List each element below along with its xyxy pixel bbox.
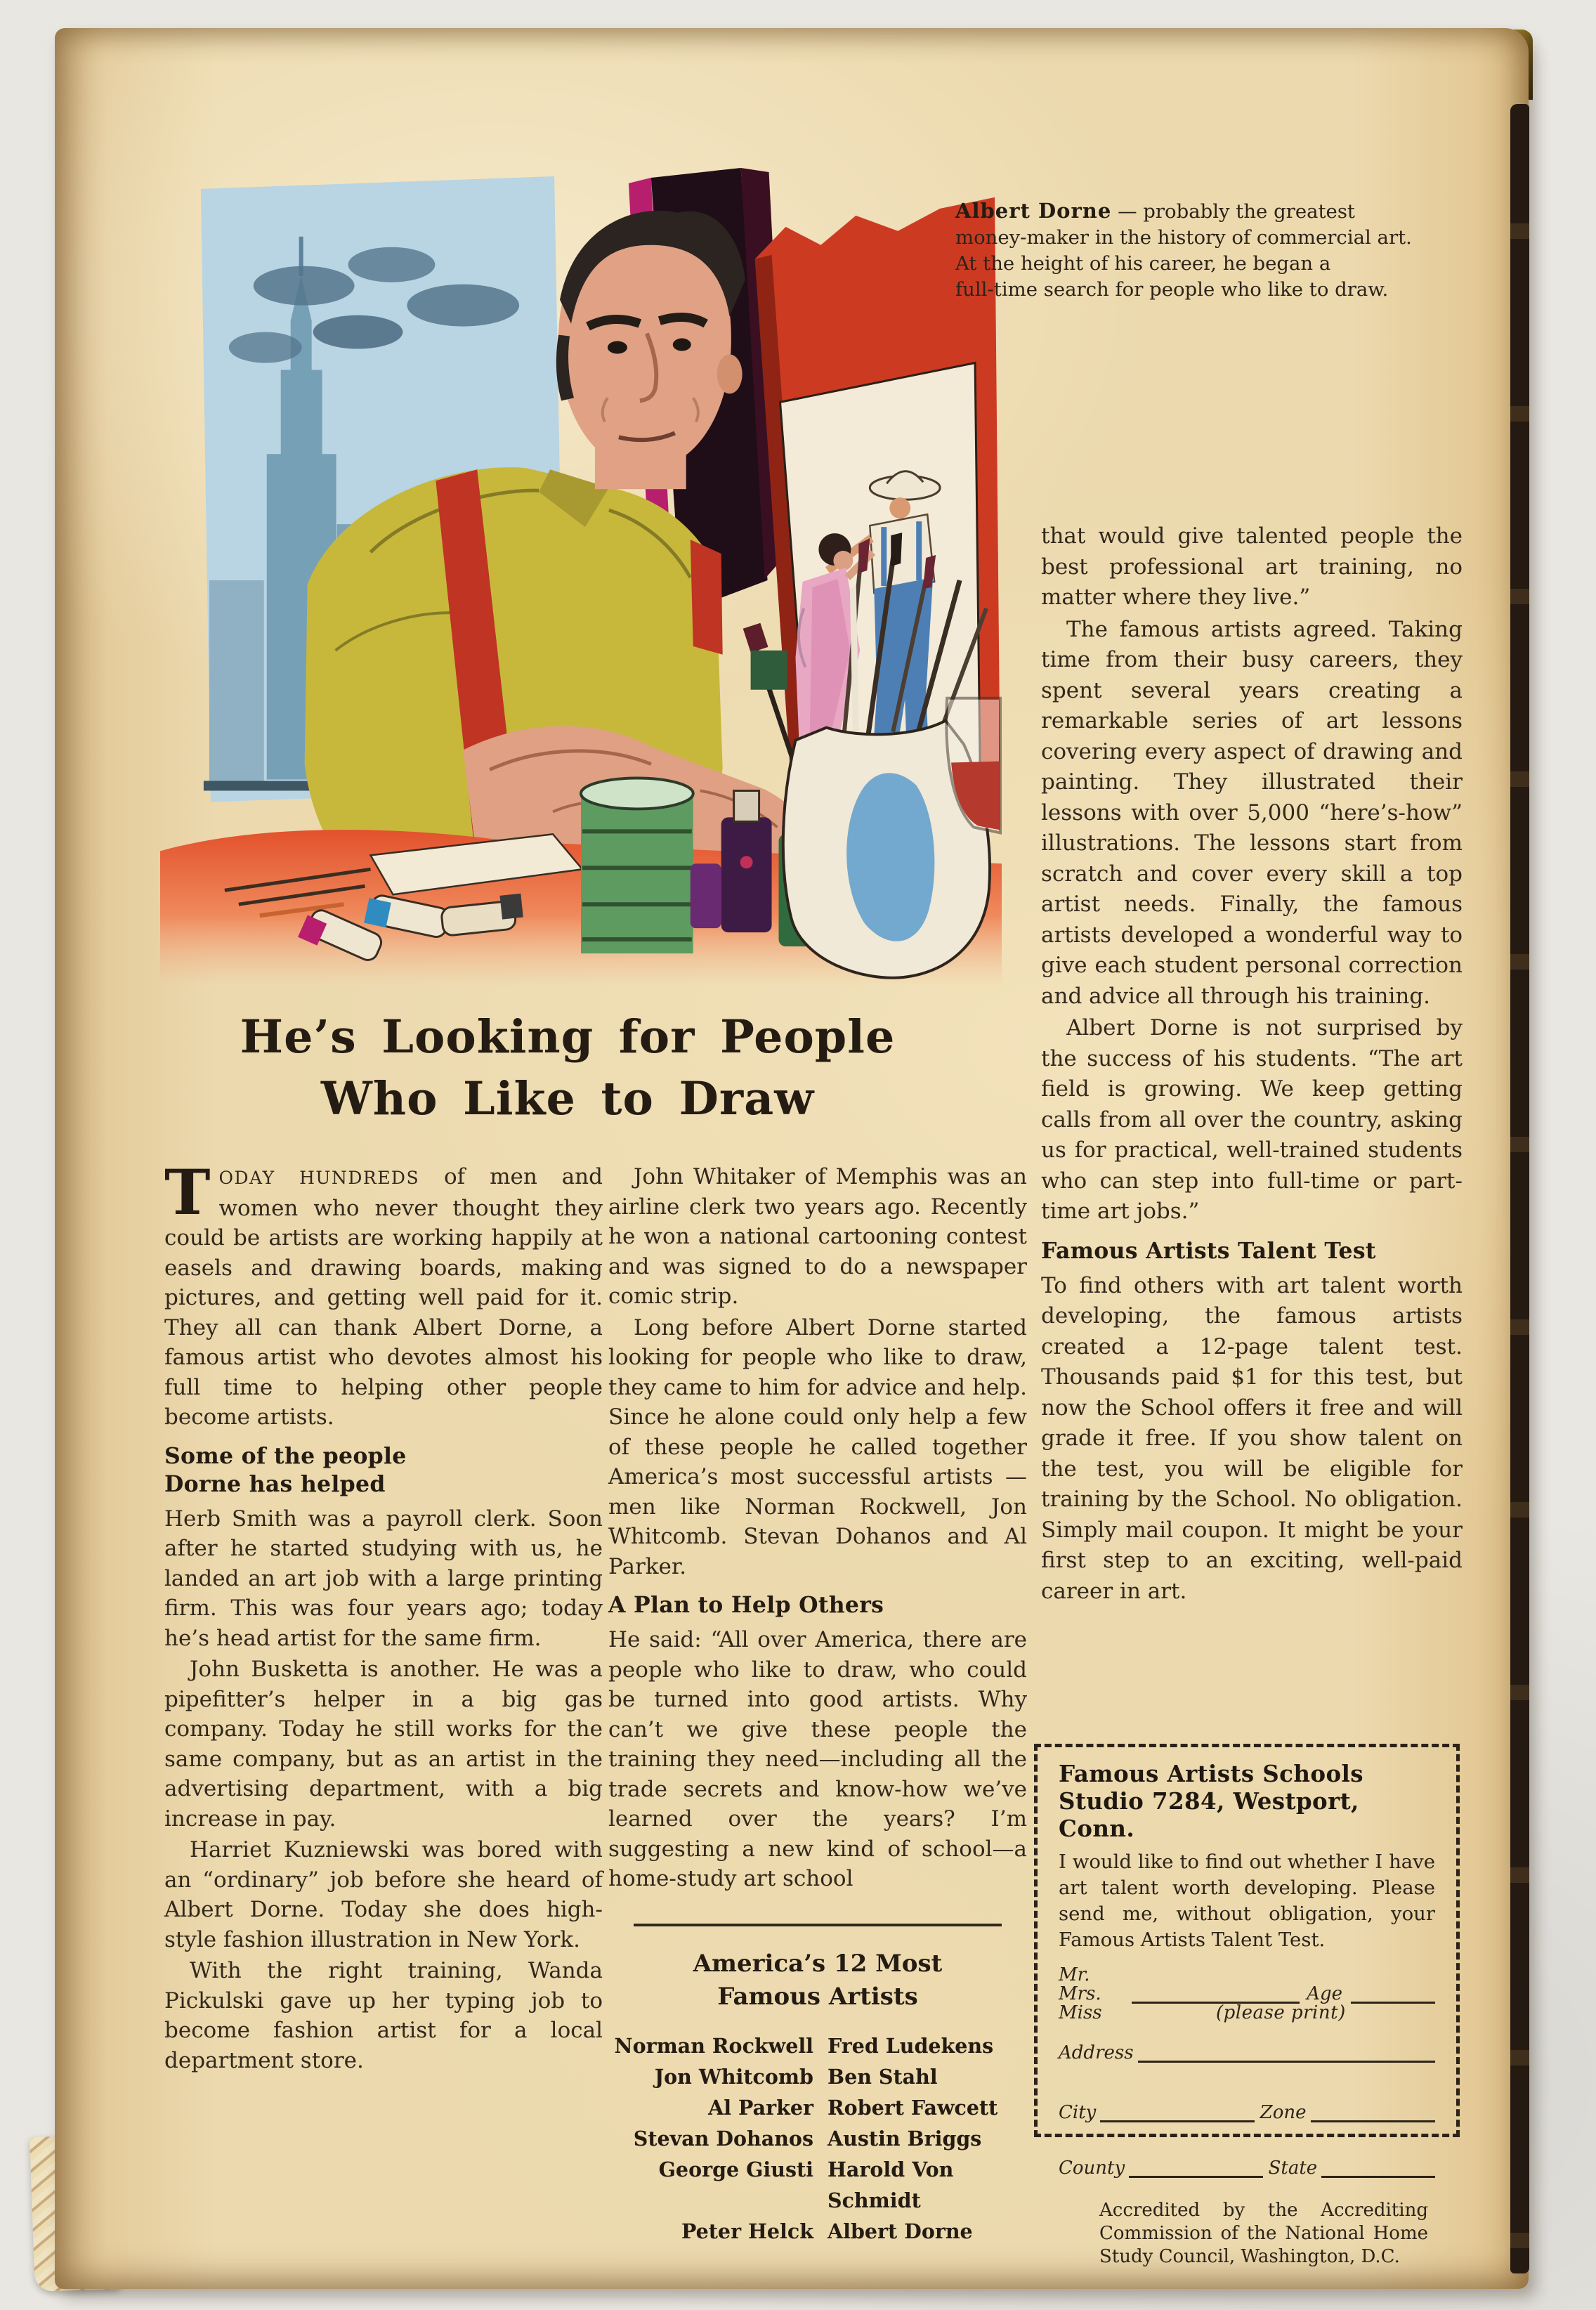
artist-name: Austin Briggs xyxy=(828,2126,982,2151)
talent-test-heading: Famous Artists Talent Test xyxy=(1041,1237,1376,1264)
zone-field-line xyxy=(1311,2120,1436,2122)
address-field-line xyxy=(1138,2061,1435,2063)
intro-line-3: At the height of his career, he began a xyxy=(955,252,1331,275)
right-column xyxy=(1041,521,1463,1607)
title-line-1: He’s Looking for People xyxy=(240,1010,896,1064)
middle-paragraph-2: Long before Albert Dorne started looking for people who like to draw, they came to him for advice and help. Since he alone could only help a few of these people he called together America’s most successful artists —men like Norman Rockwell, Jon Whitcomb. Stevan Dohanos and Al Parker. xyxy=(608,1314,1027,1579)
left-paragraph-2: Herb Smith was a payroll clerk. Soon after he started studying with us, he landed an art job with a large printing firm. This was four years ago; today he’s head artist for the same firm. xyxy=(164,1506,603,1651)
left-paragraph-5: With the right training, Wanda Pickulski gave up her typing job to become fashion artist for a local department store. xyxy=(164,1958,603,2073)
intro-line-4: full-time search for people who like to draw. xyxy=(955,278,1389,301)
label-mrs: Mrs. xyxy=(1059,1983,1101,2004)
artist-name: Ben Stahl xyxy=(828,2064,938,2089)
artist-name: Albert Dorne xyxy=(828,2219,973,2243)
right-paragraph-3: Albert Dorne is not surprised by the success of his students. “The art field is growing. We keep getting calls from all over the country, asking us for practical, well-trained students who can step into full-time or part-time art jobs.” xyxy=(1041,1015,1463,1224)
famous-artists-heading: America’s 12 Most Famous Artists xyxy=(693,1949,943,2011)
interior-pages-edge xyxy=(1510,104,1529,2273)
title-line-2: Who Like to Draw xyxy=(320,1072,815,1125)
label-mr: Mr. xyxy=(1059,1964,1090,1985)
left-paragraph-1: TODAY HUNDREDS of men and women who never thought they could be artists are working happily at easels and drawing boards, making pictures, and getting well paid for it. They all can thank Albert Dorne, a famous artist who devotes almost his full time to helping other people become artists. xyxy=(164,1156,603,1430)
artist-name: Jon Whitcomb xyxy=(654,2064,813,2089)
please-print-note: (please print) xyxy=(1216,2002,1346,2023)
right-paragraph-1: that would give talented people the best professional art training, no matter where they live.” xyxy=(1041,523,1463,610)
artist-name: Norman Rockwell xyxy=(614,2033,813,2058)
label-zone: Zone xyxy=(1260,2102,1307,2123)
label-state: State xyxy=(1268,2158,1318,2179)
artist-name: Peter Helck xyxy=(681,2219,813,2243)
coupon-body-text: I would like to find out whether I have art talent worth developing. Please send me, without obligation, your Famous Artists Talent Test. xyxy=(1059,1851,1435,1951)
state-field-line xyxy=(1321,2176,1435,2178)
right-paragraph-4: To find others with art talent worth developing, the famous artists created a 12-page talent test. Thousands paid $1 for this test, but now the School offers it free and will grade it free. If you show talent on the test, you will be eligible for training by the School. No obligation. Simply mail coupon. It might be your first step to an exciting, well-paid career in art. xyxy=(1041,1272,1463,1604)
label-miss: Miss xyxy=(1059,2002,1102,2023)
famous-artists-list xyxy=(608,2030,1027,2247)
coupon-school-address: Studio 7284, Westport, Conn. xyxy=(1059,1787,1359,1842)
city-field-line xyxy=(1100,2120,1254,2122)
label-city: City xyxy=(1059,2102,1097,2123)
intro-line-1: Albert Dorne — probably the greatest xyxy=(955,199,1355,223)
coupon-county-state-fields xyxy=(1059,2159,1435,2178)
middle-section-heading: A Plan to Help Others xyxy=(608,1592,884,1618)
left-section-heading: Some of the people Dorne has helped xyxy=(164,1442,407,1497)
artist-name: Harold Von Schmidt xyxy=(828,2157,954,2212)
comic-back-cover xyxy=(55,28,1529,2289)
divider-rule xyxy=(634,1924,1002,1926)
mail-in-coupon xyxy=(1034,1744,1460,2267)
drop-cap: T xyxy=(164,1156,211,1229)
coupon-city-zone-fields xyxy=(1059,2103,1435,2122)
intro-line-2: money-maker in the history of commercial art. xyxy=(955,226,1412,249)
intro-bold-name: Albert Dorne xyxy=(955,199,1112,223)
label-age: Age xyxy=(1307,1983,1342,2004)
artist-name: George Giusti xyxy=(658,2157,813,2181)
label-county: County xyxy=(1059,2158,1125,2179)
intro-blurb xyxy=(955,198,1447,303)
middle-paragraph-1: John Whitaker of Memphis was an airline clerk two years ago. Recently he won a national cartooning contest and was signed to do a newspaper comic strip. xyxy=(608,1164,1027,1309)
accreditation-note: Accredited by the Accrediting Commission of the National Home Study Council, Washington, D.C. xyxy=(1099,2200,1428,2267)
artist-name: Fred Ludekens xyxy=(828,2033,994,2058)
artist-name: Al Parker xyxy=(708,2095,813,2120)
right-paragraph-2: The famous artists agreed. Taking time from their busy careers, they spent several years creating a remarkable series of art lessons covering every aspect of drawing and painting. They illustrated their lessons with over 5,000 “here’s-how” illustrations. The lessons start from scratch and cover every skill a top artist needs. Finally, the famous artists developed a wonderful way to give each student personal correction and advice all through his training. xyxy=(1041,616,1463,1009)
coupon-address-field xyxy=(1059,2044,1435,2063)
left-column xyxy=(164,1156,603,2075)
artist-name: Robert Fawcett xyxy=(828,2095,998,2120)
age-field-line xyxy=(1351,2002,1435,2004)
left-paragraph-4: Harriet Kuzniewski was bored with an “ordinary” job before she heard of Albert Dorne. Today she does high-style fashion illustration in New York. xyxy=(164,1837,603,1952)
county-field-line xyxy=(1129,2176,1262,2178)
middle-column xyxy=(608,1162,1027,2247)
green-jar-stack xyxy=(581,778,693,954)
albert-dorne-illustration xyxy=(160,159,1002,986)
page-title xyxy=(234,1006,901,1130)
left-paragraph-3: John Busketta is another. He was a pipefitter’s helper in a big gas company. Today he still works for the same company, but as an artist in the advertising department, with a big increase in pay. xyxy=(164,1657,603,1832)
coupon-school-name: Famous Artists Schools xyxy=(1059,1760,1363,1787)
middle-paragraph-3: He said: “All over America, there are people who like to draw, who could be turned into good artists. Why can’t we give these people the training they need—including all the trade secrets and know-how we’ve learned over the years? I’m suggesting a new kind of school—a home-study art school xyxy=(608,1627,1027,1891)
artist-name: Stevan Dohanos xyxy=(633,2126,813,2151)
coupon-name-fields xyxy=(1059,1966,1435,2023)
label-address: Address xyxy=(1059,2042,1134,2063)
